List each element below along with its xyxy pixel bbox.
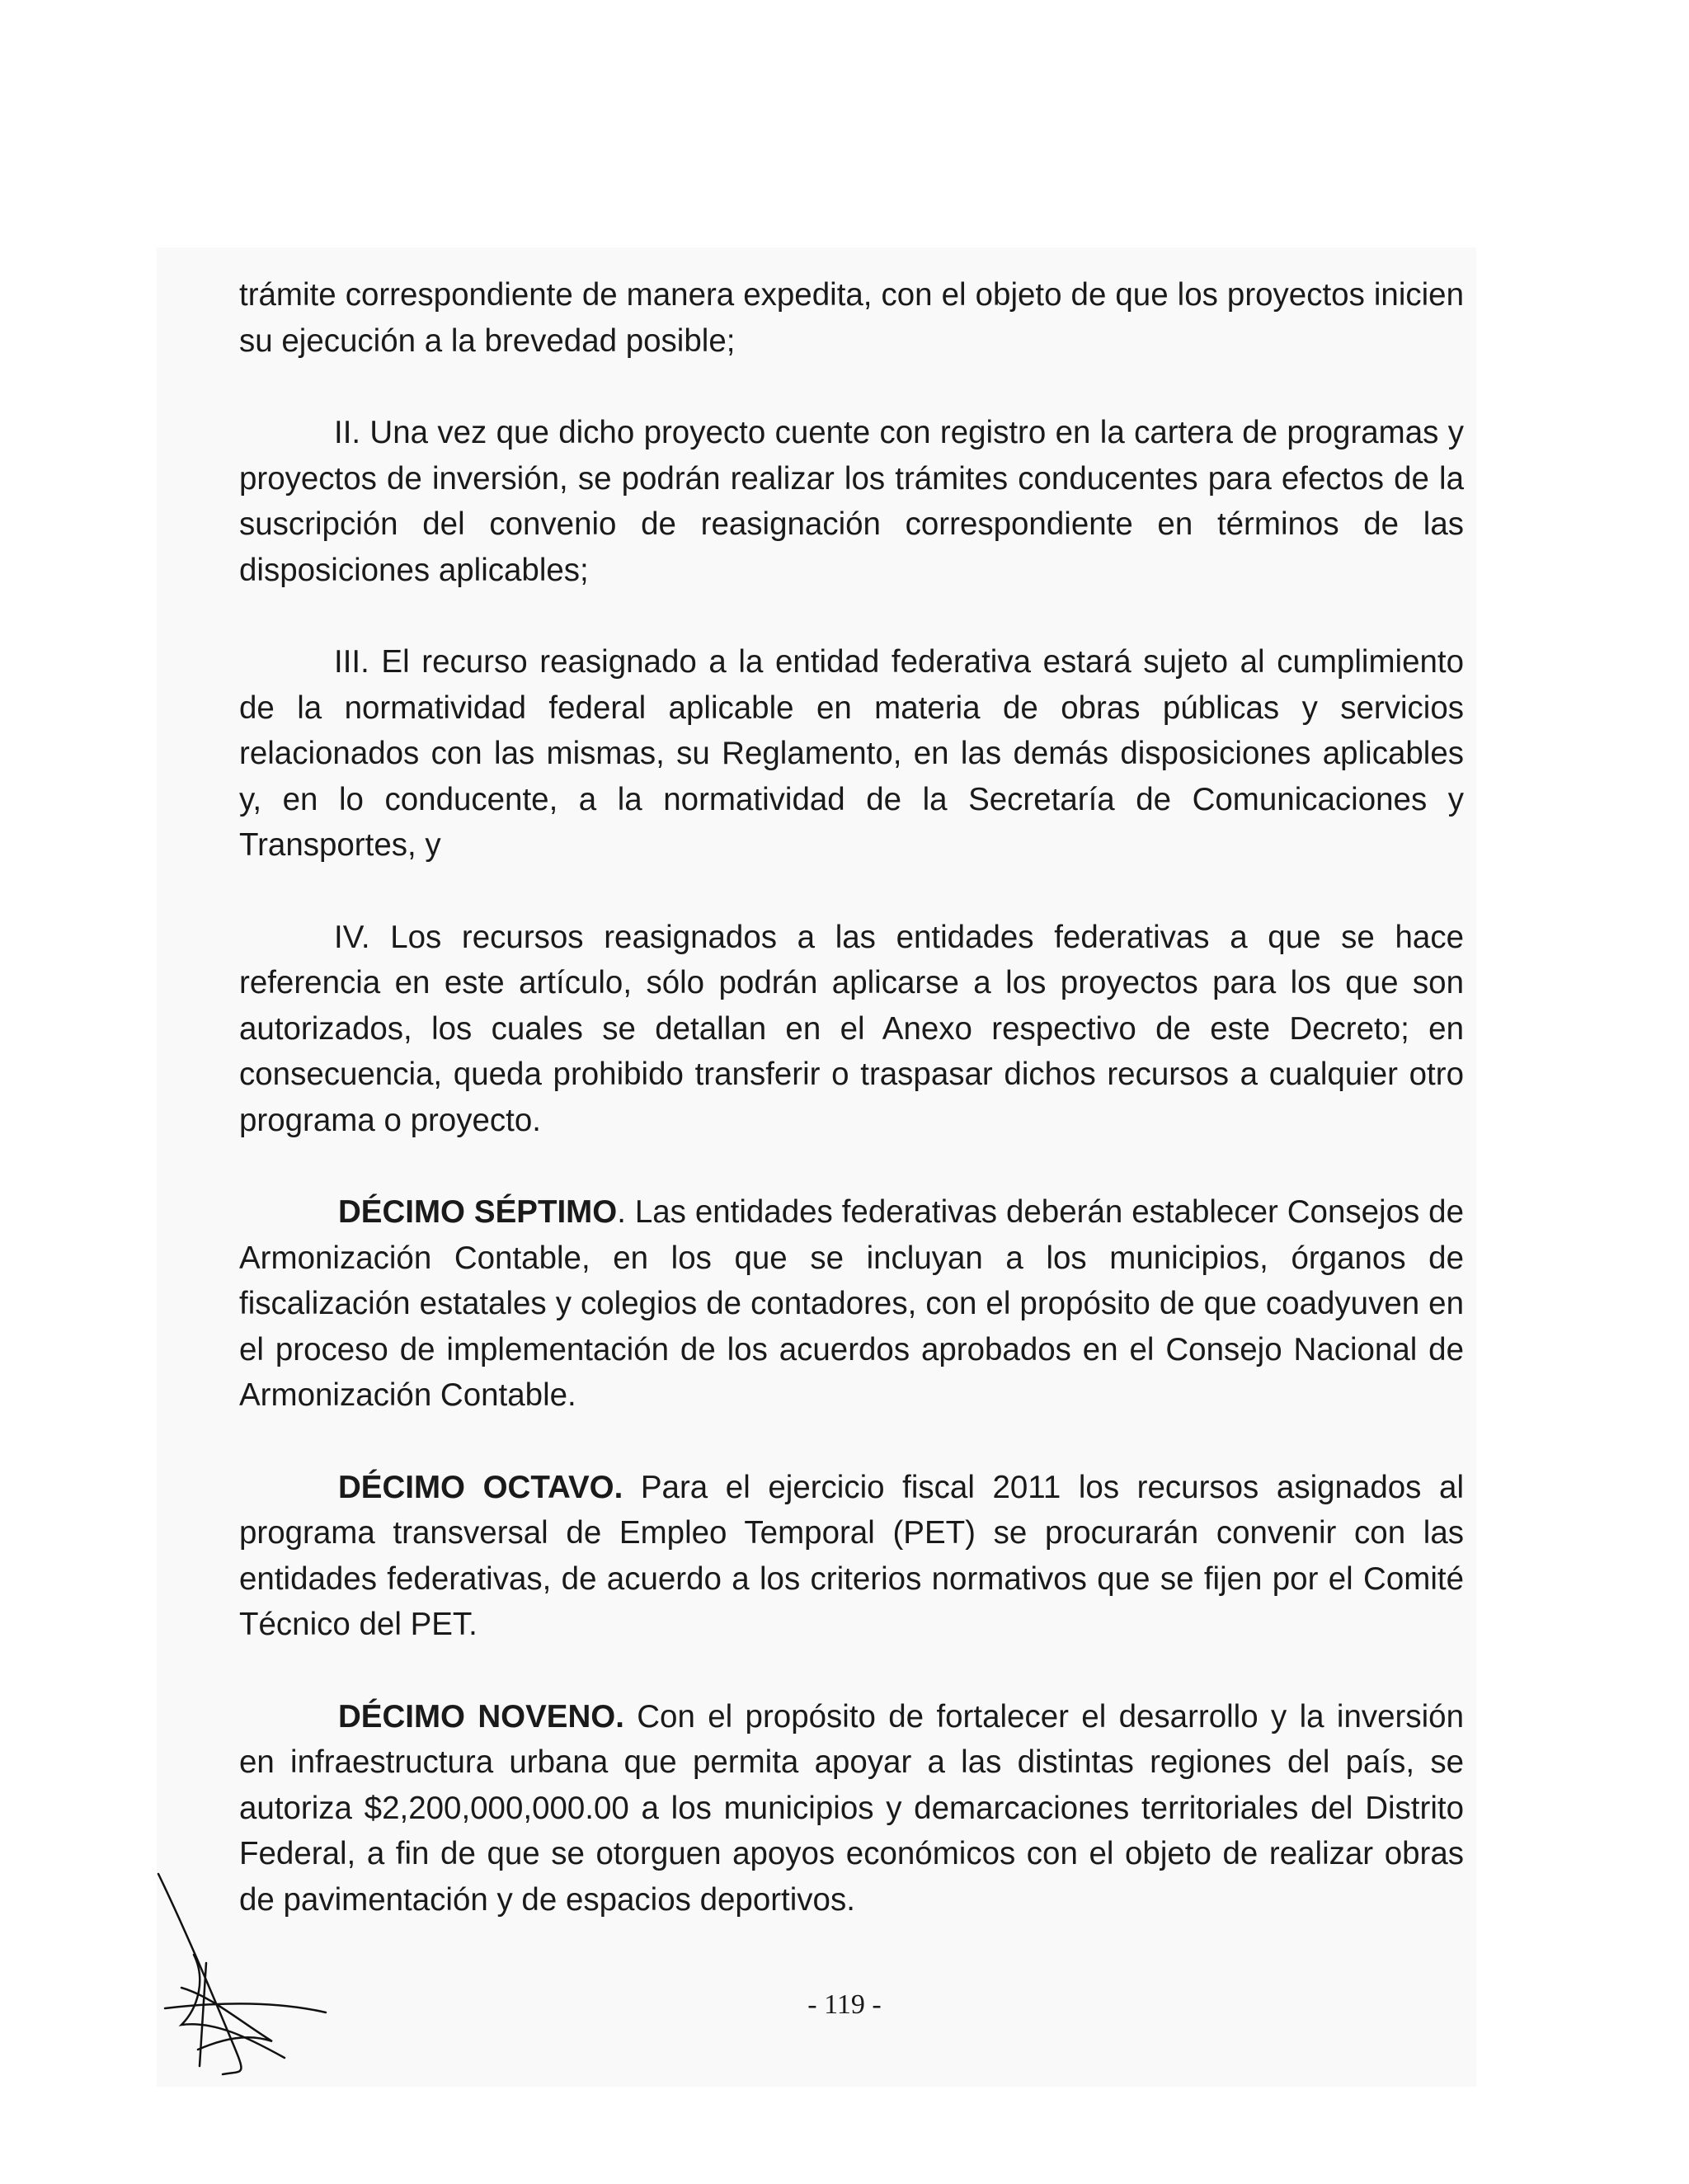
paragraph-continuation: trámite correspondiente de manera expedita, con el objeto de que los proyectos inicien su ejecución a la brevedad posible; [239,277,1464,359]
document-body [239,272,1464,1923]
article-heading: DÉCIMO NOVENO. [338,1698,624,1734]
paragraph-fraction-iii: III. El recurso reasignado a la entidad federativa estará sujeto al cumplimiento de la normatividad federal aplicable en materia de obras públicas y servicios relacionados con las mismas, su Reglamento, en las demás disposiciones aplicables y, en lo conducente, a la normatividad de la Secretaría de Comunicaciones y Transportes, y [239,644,1464,863]
paragraph-decimo-octavo: DÉCIMO OCTAVO. Para el ejercicio fiscal 2011 los recursos asignados al programa transversal de Empleo Temporal (PET) se procurarán convenir con las entidades federativas, de acuerdo a los criterios normativos que se fijen por el Comité Técnico del PET. [239,1469,1464,1642]
article-heading: DÉCIMO OCTAVO. [338,1469,623,1505]
article-heading: DÉCIMO SÉPTIMO [338,1194,618,1230]
page-number: - 119 - [807,1989,882,2020]
paragraph-decimo-noveno: DÉCIMO NOVENO. Con el propósito de fortalecer el desarrollo y la inversión en infraestructura urbana que permita apoyar a las distintas regiones del país, se autoriza $2,200,000,000.00 a los municipios y demarcaciones territoriales del Distrito Federal, a fin de que se otorguen apoyos económicos con el objeto de realizar obras de pavimentación y de espacios deportivos. [239,1698,1464,1918]
handwritten-signature [148,1864,338,2078]
paragraph-decimo-septimo: DÉCIMO SÉPTIMO. Las entidades federativas deberán establecer Consejos de Armonización Contable, en los que se incluyan a los municipios, órganos de fiscalización estatales y colegios de contadores, con el propósito de que coadyuven en el proceso de implementación de los acuerdos aprobados en el Consejo Nacional de Armonización Contable. [239,1194,1464,1413]
paragraph-fraction-ii: II. Una vez que dicho proyecto cuente con registro en la cartera de programas y proyectos de inversión, se podrán realizar los trámites conducentes para efectos de la suscripción del convenio de reasignación correspondiente en términos de las disposiciones aplicables; [239,415,1464,588]
paragraph-fraction-iv: IV. Los recursos reasignados a las entidades federativas a que se hace referencia en este artículo, sólo podrán aplicarse a los proyectos para los que son autorizados, los cuales se detallan en el Anexo respectivo de este Decreto; en consecuencia, queda prohibido transferir o traspasar dichos recursos a cualquier otro programa o proyecto. [239,919,1464,1138]
